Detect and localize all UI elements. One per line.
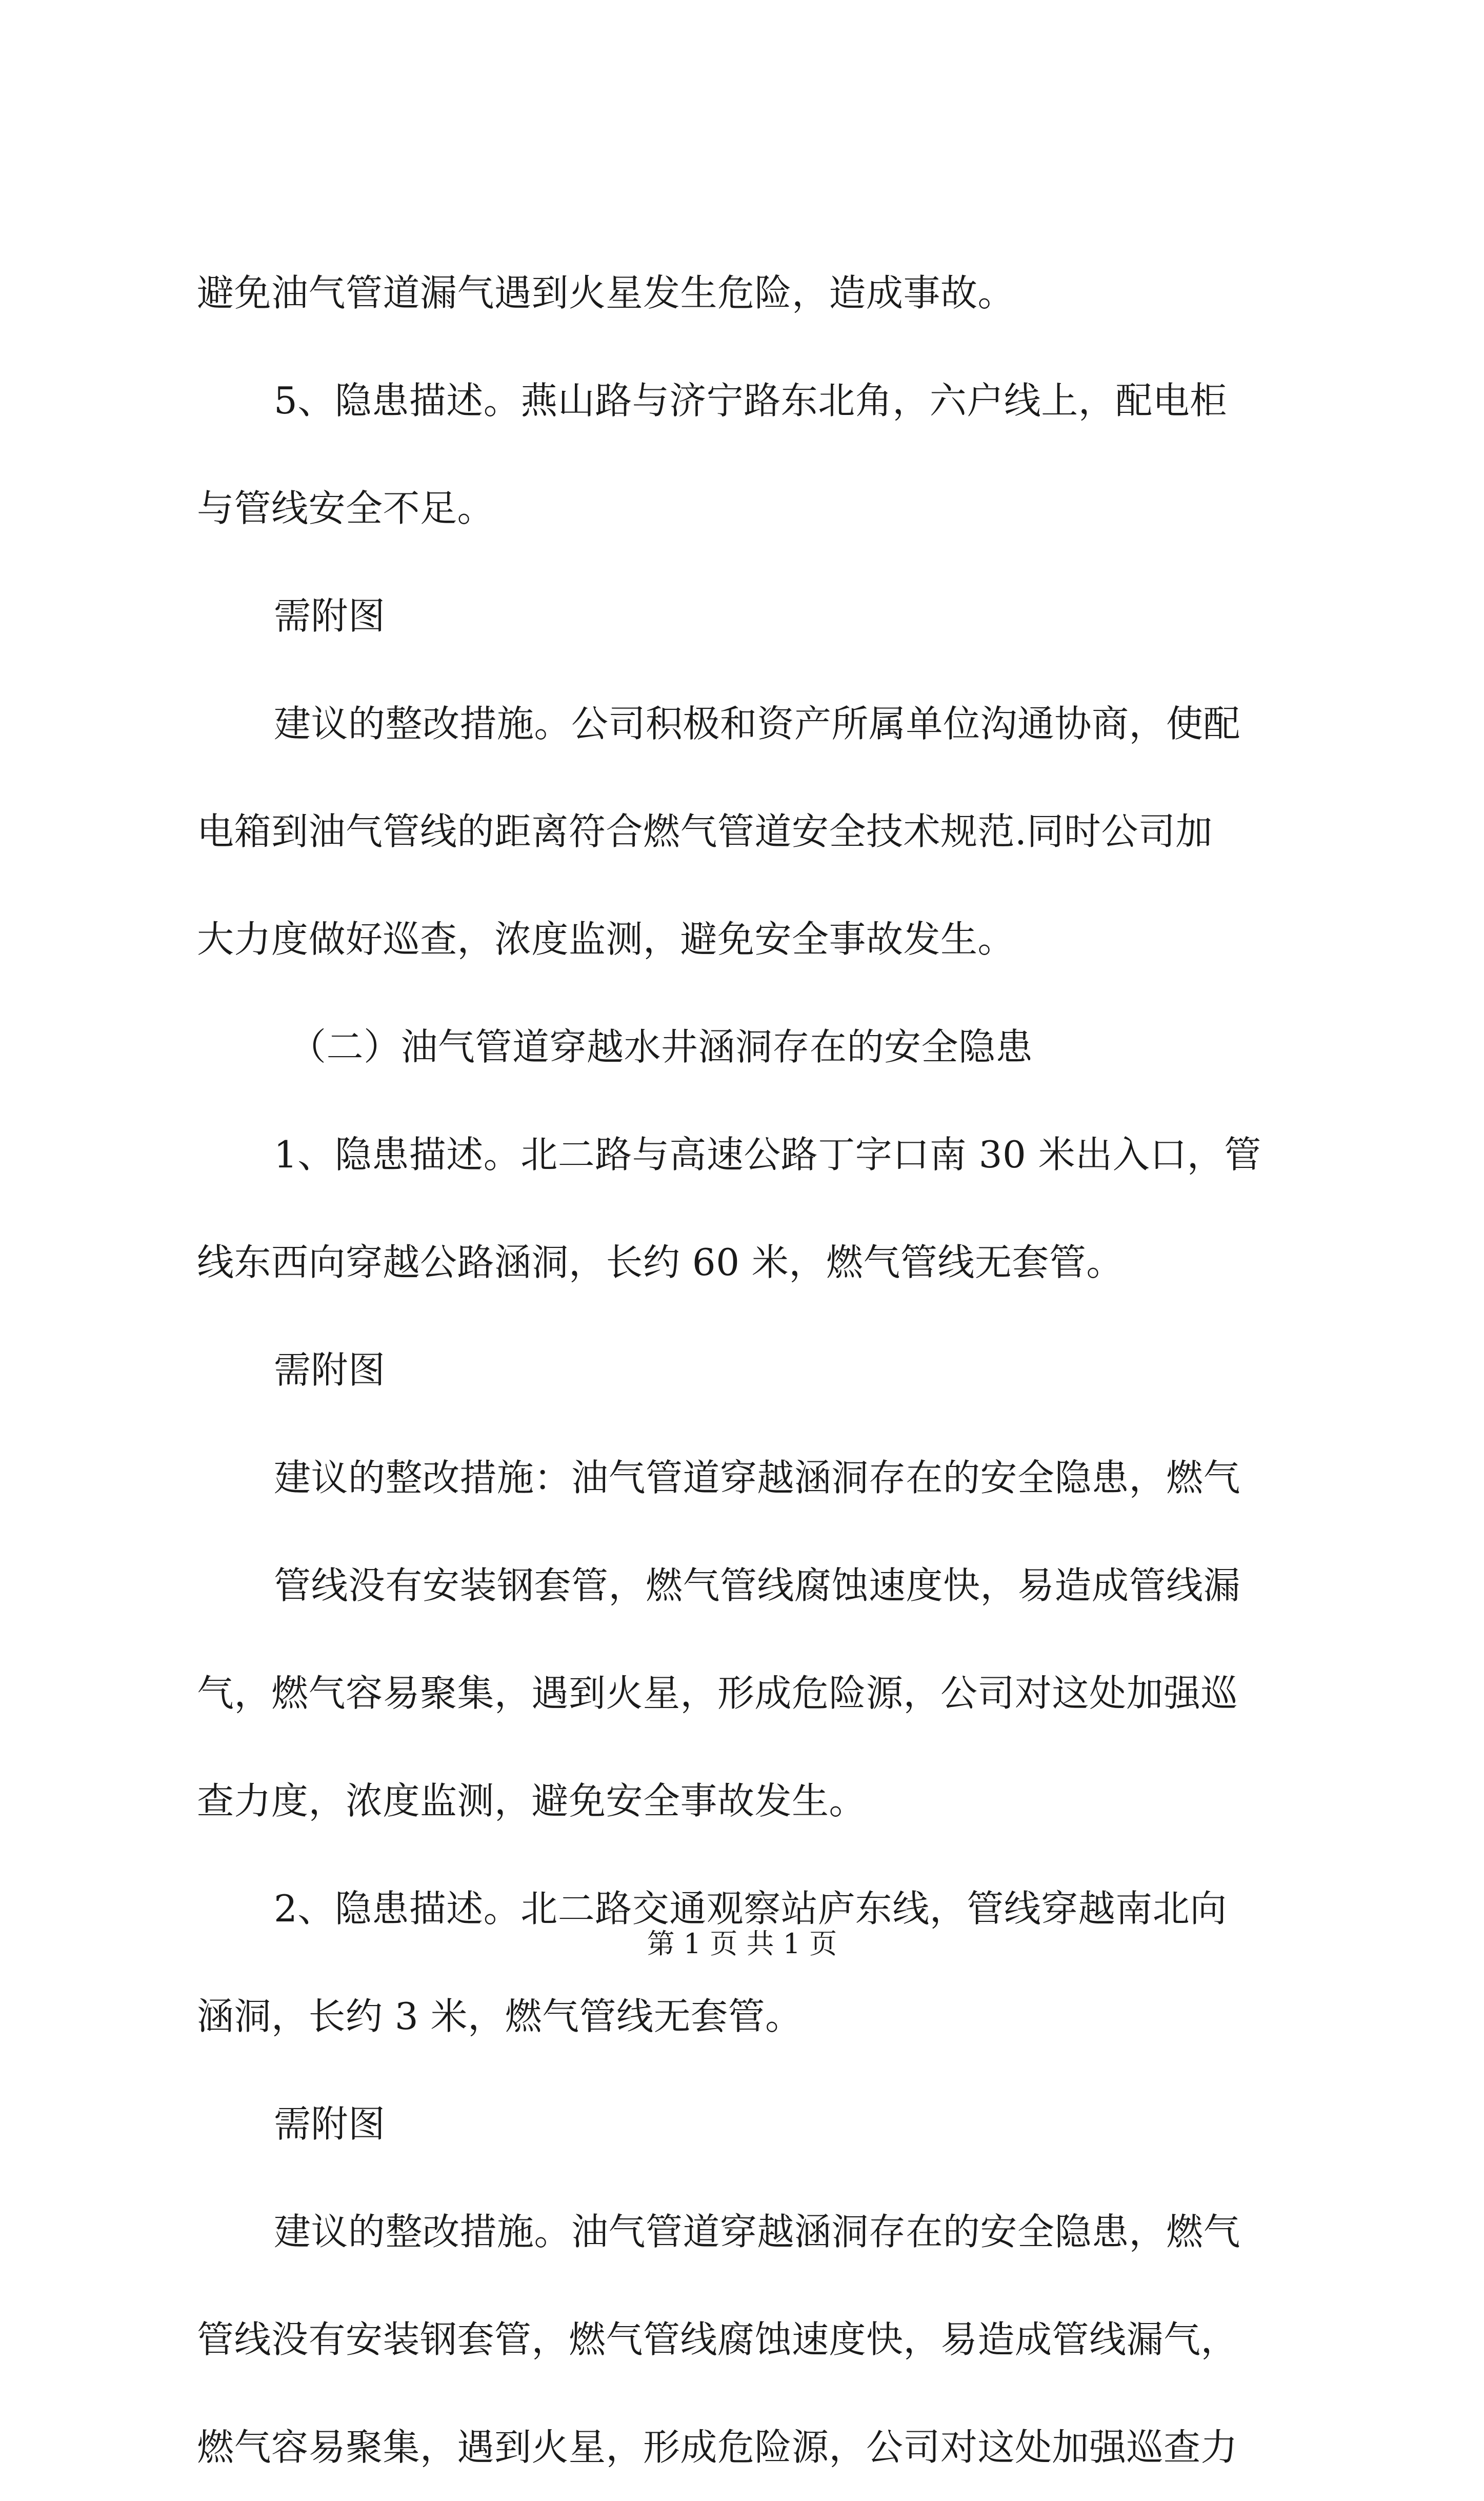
text-line-11: 需附图 xyxy=(274,1348,386,1392)
text-line-5: 建议的整改措施。公司积极和资产所属单位沟通协商，使配 xyxy=(274,702,1241,745)
text-line-17: 涵洞，长约 3 米，燃气管线无套管。 xyxy=(197,1995,803,2038)
text-line-19: 建议的整改措施。油气管道穿越涵洞存在的安全隐患，燃气 xyxy=(274,2210,1241,2253)
text-line-16: 2、隐患描述。北二路交通观察站庐东线，管线穿越南北向 xyxy=(274,1887,1227,1930)
section-heading: （二）油气管道穿越水井涵洞存在的安全隐患 xyxy=(289,1025,1033,1068)
text-line-14: 气，燃气容易聚集，遇到火星，形成危险源，公司对这处加强巡 xyxy=(197,1672,1238,1715)
text-line-9: 1、隐患描述。北二路与高速公路丁字口南 30 米出入口，管 xyxy=(274,1133,1261,1176)
text-line-2: 5、隐患描述。燕山路与济宁路东北角，六户线上，配电柜 xyxy=(274,379,1227,422)
text-line-7: 大力度做好巡查，浓度监测，避免安全事故发生。 xyxy=(197,918,1015,961)
text-line-10: 线东西向穿越公路涵洞，长约 60 米，燃气管线无套管。 xyxy=(197,1241,1124,1284)
text-line-3: 与管线安全不足。 xyxy=(197,487,495,530)
document-body xyxy=(197,239,1320,2501)
page-number: 第 1 页 共 1 页 xyxy=(647,1928,837,1960)
text-line-20: 管线没有安装钢套管，燃气管线腐蚀速度快，易造成管线漏气， xyxy=(197,2318,1238,2361)
text-line-15: 查力度，浓度监测，避免安全事故发生。 xyxy=(197,1779,867,1822)
text-line-4: 需附图 xyxy=(274,594,386,638)
text-line-12: 建议的整改措施：油气管道穿越涵洞存在的安全隐患，燃气 xyxy=(274,1456,1241,1499)
text-line-6: 电箱到油气管线的距离符合燃气管道安全技术规范.同时公司加 xyxy=(197,810,1213,853)
text-line-1: 避免油气管道漏气遇到火星发生危险，造成事故。 xyxy=(197,271,1015,314)
text-line-13: 管线没有安装钢套管，燃气管线腐蚀速度快，易造成管线漏 xyxy=(274,1564,1241,1607)
text-line-21: 燃气容易聚集，遇到火星，形成危险源，公司对这处加强巡查力 xyxy=(197,2426,1238,2469)
text-line-18: 需附图 xyxy=(274,2102,386,2146)
page-footer xyxy=(0,1923,1484,1964)
